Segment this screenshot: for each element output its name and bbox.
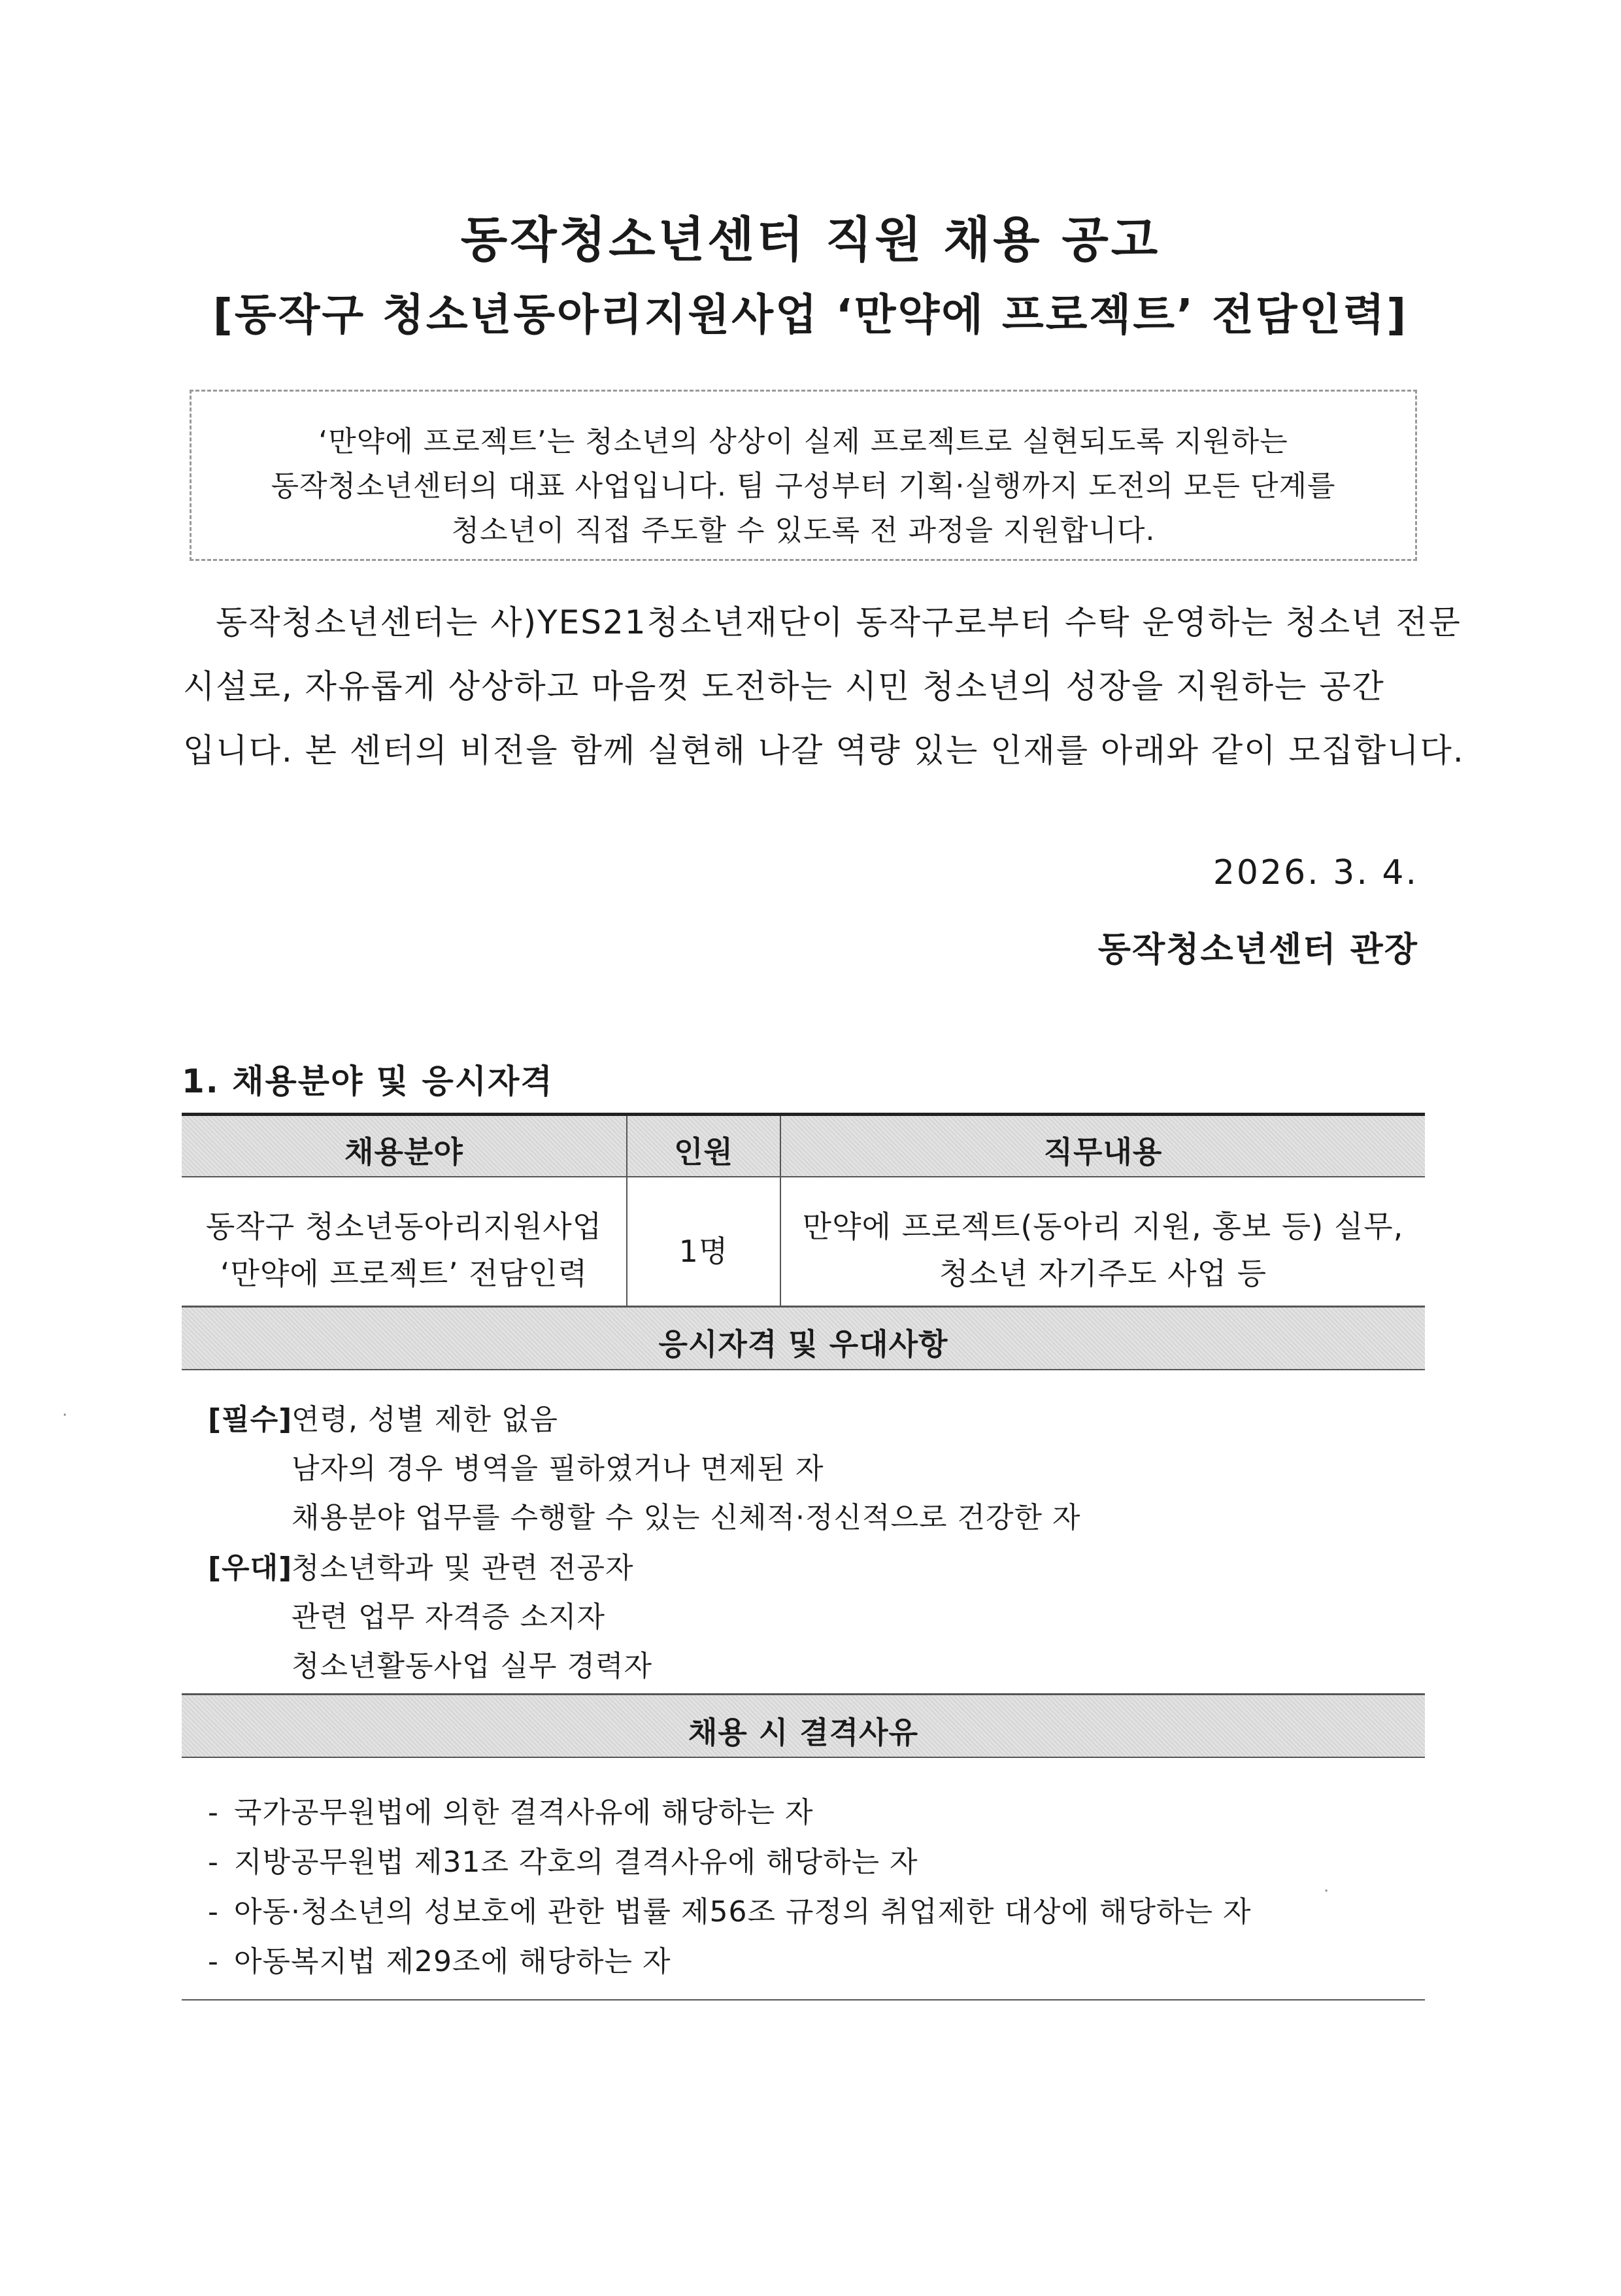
table-divider [182, 1176, 1425, 1177]
scan-speck: · [1324, 1882, 1329, 1901]
preferred-item: 청소년학과 및 관련 전공자 [292, 1551, 634, 1585]
disqualification-item: - 아동·청소년의 성보호에 관한 법률 제56조 규정의 취업제한 대상에 해당하는 자 [208, 1895, 1252, 1929]
signature: 동작청소년센터 관장 [1097, 930, 1418, 970]
table-divider [182, 1757, 1425, 1758]
announcement-date: 2026. 3. 4. [1212, 853, 1418, 892]
required-item: 연령, 성별 제한 없음 [292, 1403, 558, 1436]
header-field: 채용분야 [344, 1134, 463, 1170]
cell-duties: 청소년 자기주도 사업 등 [939, 1256, 1267, 1291]
intro-line: ‘만약에 프로젝트’는 청소년의 상상이 실제 프로젝트로 실현되도록 지원하는 [318, 425, 1288, 458]
body-paragraph-line: 동작청소년센터는 사)YES21청소년재단이 동작구로부터 수탁 운영하는 청소년 전문 [216, 603, 1462, 641]
preferred-item: 관련 업무 자격증 소지자 [292, 1600, 605, 1634]
cell-field: 동작구 청소년동아리지원사업 [205, 1209, 603, 1244]
header-duties: 직무내용 [1043, 1134, 1163, 1170]
disqualifications-heading: 채용 시 결격사유 [688, 1715, 919, 1750]
page-title: 동작청소년센터 직원 채용 공고 [460, 212, 1161, 268]
required-tag: [필수] [208, 1403, 293, 1436]
disqualification-item: - 국가공무원법에 의한 결격사유에 해당하는 자 [208, 1796, 814, 1829]
intro-line: 동작청소년센터의 대표 사업입니다. 팀 구성부터 기획·실행까지 도전의 모든 단계를 [271, 469, 1336, 503]
body-paragraph-line: 입니다. 본 센터의 비전을 함께 실현해 나갈 역량 있는 인재를 아래와 같이 모집합니다. [183, 732, 1465, 769]
intro-box [190, 390, 1417, 561]
page-subtitle: [동작구 청소년동아리지원사업 ‘만약에 프로젝트’ 전담인력] [212, 290, 1409, 340]
table-divider [182, 1369, 1425, 1370]
cell-field: ‘만약에 프로젝트’ 전담인력 [220, 1256, 588, 1291]
cell-duties: 만약에 프로젝트(동아리 지원, 홍보 등) 실무, [802, 1209, 1404, 1244]
qualifications-heading: 응시자격 및 우대사항 [658, 1326, 948, 1362]
scan-speck: · [62, 1406, 68, 1425]
required-item: 남자의 경우 병역을 필하였거나 면제된 자 [292, 1452, 824, 1485]
body-paragraph-line: 시설로, 자유롭게 상상하고 마음껏 도전하는 시민 청소년의 성장을 지원하는 공간 [183, 667, 1385, 705]
table-bottom-border [182, 1999, 1425, 2001]
intro-line: 청소년이 직접 주도할 수 있도록 전 과정을 지원합니다. [451, 514, 1156, 547]
required-item: 채용분야 업무를 수행할 수 있는 신체적·정신적으로 건강한 자 [292, 1501, 1081, 1534]
preferred-tag: [우대] [208, 1551, 293, 1585]
header-count: 인원 [674, 1134, 733, 1170]
cell-count: 1명 [678, 1234, 729, 1269]
preferred-item: 청소년활동사업 실무 경력자 [292, 1649, 653, 1683]
disqualification-item: - 아동복지법 제29조에 해당하는 자 [208, 1945, 671, 1978]
disqualification-item: - 지방공무원법 제31조 각호의 결격사유에 해당하는 자 [208, 1846, 918, 1879]
section-heading: 1. 채용분야 및 응시자격 [182, 1062, 554, 1100]
